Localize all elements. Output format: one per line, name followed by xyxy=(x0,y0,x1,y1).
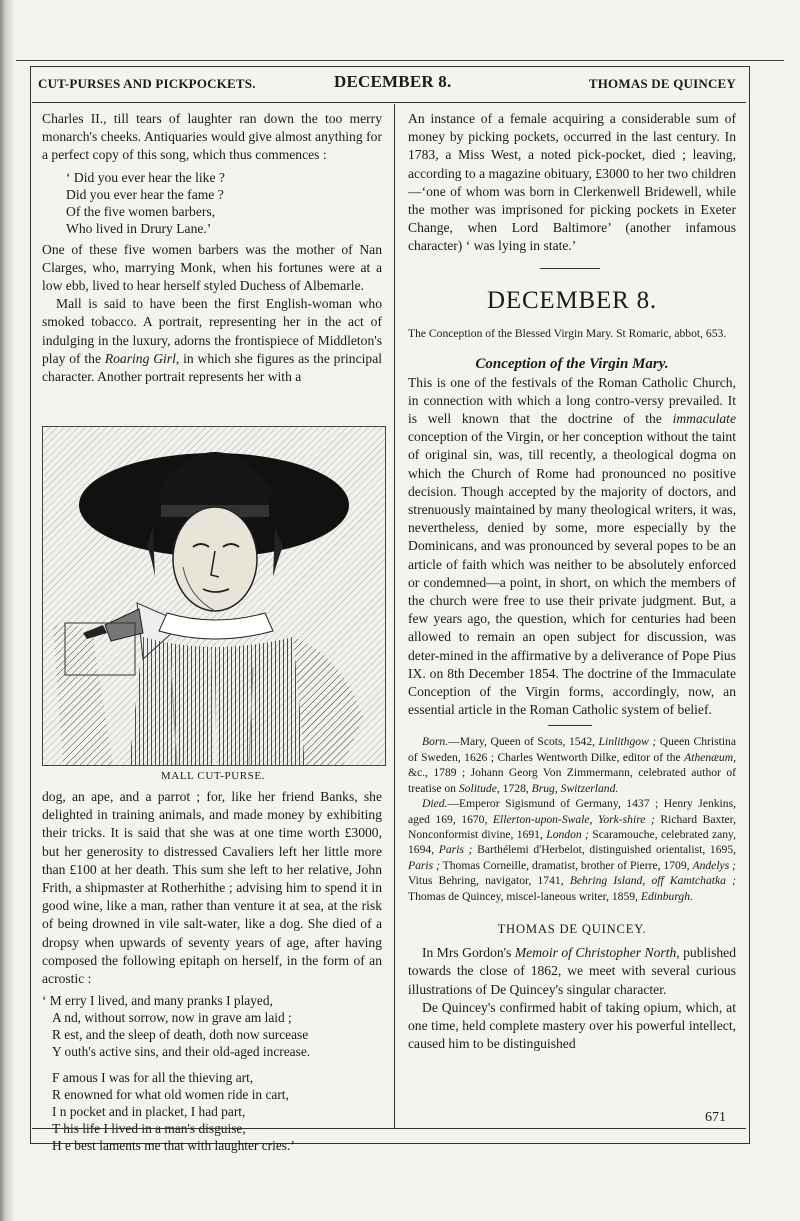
acrostic-line: R enowned for what old women ride in cart, xyxy=(52,1087,289,1103)
section-heading: THOMAS DE QUINCEY. xyxy=(497,921,647,936)
died-list: Died.—Emperor Sigismund of Germany, 1437 ; Henry Jenkins, aged 169, 1670, Ellerton-upon-Swale, York-shire ; Richard Baxter, Nonconformist divine, 1691, London ; Scaramouche, celebrated zany, 1694, Paris ; Barthélemi d'Herbelot, distinguished orientalist, 1695, Paris ; Thomas Corneille, dramatist, brother of Pierre, 1709, Andelys ; Vitus Behring, navigator, 1741, Behring Island, off Kamtchatka ; Thomas de Quincey, miscel-laneous writer, 1859, Edinburgh. xyxy=(408,797,737,903)
paragraph-miss-west: An instance of a female acquiring a considerable sum of money by picking pockets, occurred in the last century. In 1783, a Miss West, a noted pick-pocket, died ; leaving, according to a magazine obituary, £3000 to her two children—‘one of whom was born in Clerkenwell Bridewell, while the mother was imprisoned for picking pockets in Exeter Change, when Lord Baltimore’ (another infamous character) ‘ was lying in state.’ xyxy=(408,111,736,254)
header-right: THOMAS DE QUINCEY xyxy=(588,76,736,91)
page-number: 671 xyxy=(705,1110,726,1125)
acrostic-line: I n pocket and in placket, I had part, xyxy=(52,1104,246,1120)
divider-rule xyxy=(548,725,592,726)
paragraph-opium: De Quincey's confirmed habit of taking opium, which, at one time, held complete mastery over his powerful intellect, caused him to be distinguished xyxy=(408,999,736,1052)
book-gutter-shadow xyxy=(0,0,14,1221)
right-column-top xyxy=(408,110,736,256)
date-heading: DECEMBER 8. xyxy=(487,287,657,314)
header-center: DECEMBER 8. xyxy=(334,72,452,91)
left-column-top xyxy=(42,110,382,386)
mall-cutpurse-portrait xyxy=(43,427,385,765)
verse-line: Of the five women barbers, xyxy=(66,203,216,219)
right-column-main xyxy=(408,326,736,1053)
song-verse xyxy=(66,169,382,237)
play-title: Roaring Girl xyxy=(104,350,176,366)
bottom-rule xyxy=(32,1128,746,1129)
portrait-engraving xyxy=(42,426,386,766)
acrostic-line: T his life I lived in a man's disguise, xyxy=(52,1121,246,1137)
portrait-caption: MALL CUT-PURSE. xyxy=(160,770,266,782)
left-column-bottom xyxy=(42,788,382,1154)
paragraph-animals: dog, an ape, and a parrot ; for, like her friend Banks, she delighted in training animals, and made money by exhibiting their tricks. It is said that she was at one time worth £3000, but her generosity to distressed Cavaliers left her little more than £100 at her death. This sum she left to her relative, John Frith, a shipmaster at Rotherhithe ; advising him to spend it in good wine, like a man, rather than venture it at sea, at the risk of being drowned in vile salt-water, like a dog. She died of a dropsy when upwards of seventy years of age, after having composed the following epitaph on herself, in the form of an acrostic : xyxy=(42,789,382,987)
verse-line: ‘ Did you ever hear the like ? xyxy=(66,169,225,185)
paragraph-barbers: One of these five women barbers was the mother of Nan Clarges, who, marrying Monk, when his fortunes were at a low ebb, lived to hear herself styled Duchess of Albemarle. xyxy=(42,241,382,294)
acrostic-line: F amous I was for all the thieving art, xyxy=(52,1070,254,1086)
verse-line: Who lived in Drury Lane.’ xyxy=(66,220,212,236)
acrostic-line: ‘ M erry I lived, and many pranks I played, xyxy=(42,993,273,1009)
acrostic-line: Y outh's active sins, and their old-aged increase. xyxy=(52,1044,311,1060)
paragraph-memoir: In Mrs Gordon's Memoir of Christopher North, published towards the close of 1862, we meet with several curious illustrations of De Quincey's singular character. xyxy=(408,945,736,997)
acrostic-line: R est, and the sleep of death, doth now surcease xyxy=(52,1027,309,1043)
header-rule xyxy=(32,102,746,103)
saints-of-day: The Conception of the Blessed Virgin Mary. St Romaric, abbot, 653. xyxy=(408,327,727,340)
feast-title: Conception of the Virgin Mary. xyxy=(475,356,669,373)
acrostic-line: A nd, without sorrow, now in grave am laid ; xyxy=(52,1010,292,1026)
paragraph-conception: This is one of the festivals of the Roman Catholic Church, in connection with which a long contro-versy prevailed. It is well known that the doctrine of the immaculate conception of the Virgin, or her conception without the taint of original sin, was, till recently, a theological dogma on which the Church of Rome had pronounced no positive decision. Though accepted by the majority of doctors, and strenuously maintained by many theological writers, it was, nevertheless, denied by some, more especially by the Dominicans, and was pronounced by several popes to be an article of faith which was neither to be absolutely enforced or condemned—a point, in short, on which the members of the church were free to use their private judgment. But, a few years ago, the question, which for centuries had been allowed to remain an open subject for discussion, was deter-mined in the affirmative by a deliverance of Pope Pius IX. on 8th December 1854. The doctrine of the Immaculate Conception of the Virgin forms, accordingly, now, an essential article in the Roman Catholic system of belief. xyxy=(408,374,736,718)
paragraph-tobacco: Mall is said to have been the first English-woman who smoked tobacco. A portrait, representing her in the act of indulging in the luxury, adorns the frontispiece of Middleton's play of the Roaring Girl, in which she figures as the principal character. Another portrait represents her with a xyxy=(42,296,382,385)
epitaph-acrostic xyxy=(42,992,382,1154)
running-header xyxy=(38,70,742,100)
born-list: Born.—Mary, Queen of Scots, 1542, Linlithgow ; Queen Christina of Sweden, 1626 ; Charles Wentworth Dilke, editor of the Athenæum, &c., 1789 ; Johann Georg Von Zimmermann, celebrated author of treatise on Solitude, 1728, Brug, Switzerland. xyxy=(408,735,736,795)
acrostic-line: H e best laments me that with laughter cries.’ xyxy=(52,1138,295,1154)
verse-line: Did you ever hear the fame ? xyxy=(66,186,224,202)
intro-paragraph: Charles II., till tears of laughter ran down the too merry monarch's cheeks. Antiquaries would give almost anything for a perfect copy of this song, which thus commences : xyxy=(42,111,382,163)
top-rule xyxy=(16,60,784,61)
section-rule xyxy=(540,268,600,269)
header-left: CUT-PURSES AND PICKPOCKETS. xyxy=(38,76,256,91)
column-divider xyxy=(394,104,395,1129)
